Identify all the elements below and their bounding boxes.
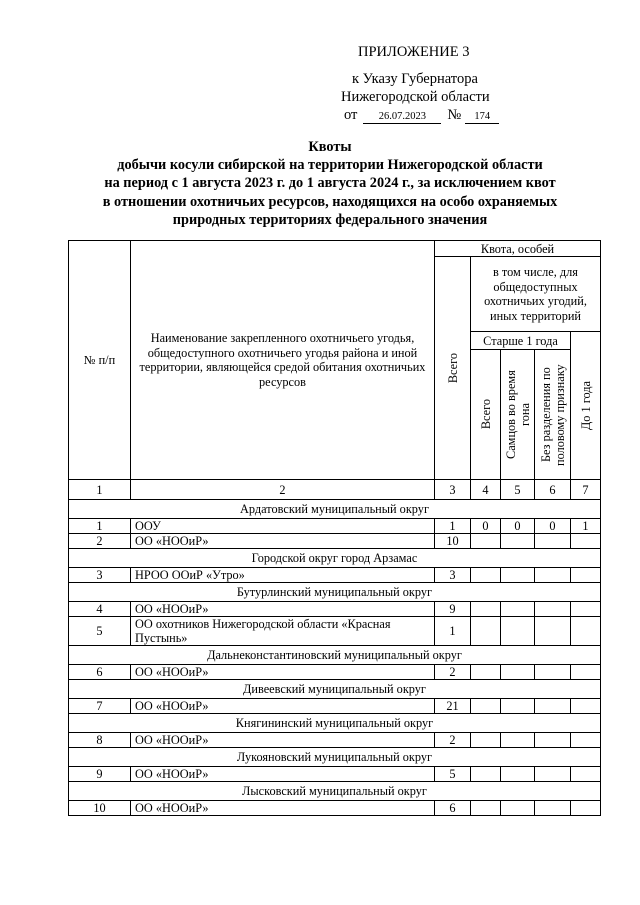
row-c6 (535, 665, 571, 680)
header-no-sex (535, 350, 571, 480)
row-c7 (571, 767, 601, 782)
header-num: № п/п (69, 241, 131, 480)
row-c4: 0 (471, 519, 501, 534)
decree-date-line (344, 107, 499, 124)
column-number-row (69, 480, 601, 500)
row-c4 (471, 733, 501, 748)
table-row (69, 617, 601, 646)
row-number: 8 (69, 733, 131, 748)
title-line: на период с 1 августа 2023 г. до 1 августа 2024 г., за исключением квот (104, 175, 556, 192)
header-under1 (571, 332, 601, 480)
table-row (69, 519, 601, 534)
header-public: в том числе, для общедоступных охотничьих угодий, иных территорий (471, 257, 601, 332)
number-sign: № (447, 107, 462, 123)
document-title (60, 138, 600, 229)
table-row (69, 699, 601, 714)
header-total (435, 257, 471, 480)
title-line: природных территориях федерального значения (172, 211, 488, 228)
row-total: 9 (435, 602, 471, 617)
group-row (69, 583, 601, 602)
table-row (69, 733, 601, 748)
header-total-text: Всего (445, 352, 460, 384)
row-total: 10 (435, 534, 471, 549)
row-total: 2 (435, 665, 471, 680)
row-c7 (571, 665, 601, 680)
row-c5 (501, 602, 535, 617)
row-c6 (535, 767, 571, 782)
group-name: Дальнеконстантиновский муниципальный округ (69, 646, 601, 665)
row-number: 7 (69, 699, 131, 714)
group-name: Дивеевский муниципальный округ (69, 680, 601, 699)
row-total: 3 (435, 568, 471, 583)
header-name: Наименование закрепленного охотничьего угодья, общедоступного охотничьего угодья района и иной территории, являющейся средой обитания охотничьих ресурсов (131, 241, 435, 480)
group-row (69, 782, 601, 801)
column-number: 1 (69, 480, 131, 500)
column-number: 3 (435, 480, 471, 500)
row-c5 (501, 733, 535, 748)
row-total: 1 (435, 617, 471, 646)
row-c6 (535, 733, 571, 748)
row-c5 (501, 767, 535, 782)
row-name: ОО «НООиР» (131, 801, 435, 816)
date-prefix: от (344, 107, 358, 123)
row-c5: 0 (501, 519, 535, 534)
row-c7 (571, 602, 601, 617)
column-number: 5 (501, 480, 535, 500)
row-c4 (471, 617, 501, 646)
row-number: 10 (69, 801, 131, 816)
table-row (69, 801, 601, 816)
row-c4 (471, 801, 501, 816)
header-older-total (471, 350, 501, 480)
column-number: 2 (131, 480, 435, 500)
column-number: 6 (535, 480, 571, 500)
header-older-total-text: Всего (478, 399, 493, 430)
row-total: 1 (435, 519, 471, 534)
row-c6 (535, 801, 571, 816)
group-name: Лукояновский муниципальный округ (69, 748, 601, 767)
row-name: ОО «НООиР» (131, 665, 435, 680)
row-c6: 0 (535, 519, 571, 534)
row-c4 (471, 602, 501, 617)
title-line: Квоты (308, 139, 352, 155)
decree-reference: к Указу Губернатора (352, 71, 478, 87)
title-line: добычи косули сибирской на территории Нижегородской области (117, 157, 543, 174)
row-name: ОО «НООиР» (131, 534, 435, 549)
row-c4 (471, 665, 501, 680)
row-c5 (501, 568, 535, 583)
row-c5 (501, 617, 535, 646)
row-c5 (501, 665, 535, 680)
row-name: ООУ (131, 519, 435, 534)
group-row (69, 500, 601, 519)
row-name: ОО «НООиР» (131, 767, 435, 782)
group-name: Бутурлинский муниципальный округ (69, 583, 601, 602)
row-c4 (471, 534, 501, 549)
decree-date: 26.07.2023 (363, 110, 441, 124)
row-name: НРОО ООиР «Утро» (131, 568, 435, 583)
row-c7 (571, 568, 601, 583)
row-c5 (501, 699, 535, 714)
row-total: 2 (435, 733, 471, 748)
row-number: 6 (69, 665, 131, 680)
group-row (69, 680, 601, 699)
row-c7 (571, 699, 601, 714)
row-c5 (501, 801, 535, 816)
group-name: Ардатовский муниципальный округ (69, 500, 601, 519)
group-name: Княгининский муниципальный округ (69, 714, 601, 733)
table-row (69, 534, 601, 549)
table-row (69, 767, 601, 782)
header-males (501, 350, 535, 480)
appendix-label: ПРИЛОЖЕНИЕ 3 (358, 44, 470, 60)
header-under1-text: До 1 года (578, 380, 593, 431)
row-name: ОО охотников Нижегородской области «Красная Пустынь» (131, 617, 435, 646)
header-males-text: Самцов во время гона (503, 370, 532, 459)
row-c6 (535, 699, 571, 714)
row-total: 5 (435, 767, 471, 782)
header-older: Старше 1 года (471, 332, 571, 350)
group-row (69, 748, 601, 767)
row-number: 3 (69, 568, 131, 583)
group-row (69, 714, 601, 733)
row-c7 (571, 617, 601, 646)
group-row (69, 549, 601, 568)
row-c7 (571, 733, 601, 748)
row-c4 (471, 699, 501, 714)
row-c7 (571, 534, 601, 549)
row-c7: 1 (571, 519, 601, 534)
row-c7 (571, 801, 601, 816)
row-c4 (471, 767, 501, 782)
row-number: 9 (69, 767, 131, 782)
row-number: 5 (69, 617, 131, 646)
table-row (69, 602, 601, 617)
group-name: Городской округ город Арзамас (69, 549, 601, 568)
header-no-sex-text: Без разделения по половому признаку (538, 363, 567, 466)
quota-table (68, 240, 601, 816)
column-number: 4 (471, 480, 501, 500)
row-number: 1 (69, 519, 131, 534)
row-c6 (535, 534, 571, 549)
row-total: 21 (435, 699, 471, 714)
row-c6 (535, 568, 571, 583)
row-total: 6 (435, 801, 471, 816)
column-number: 7 (571, 480, 601, 500)
group-name: Лысковский муниципальный округ (69, 782, 601, 801)
title-line: в отношении охотничьих ресурсов, находящихся на особо охраняемых (102, 193, 558, 210)
row-number: 4 (69, 602, 131, 617)
row-name: ОО «НООиР» (131, 602, 435, 617)
decree-number: 174 (465, 110, 499, 124)
row-c5 (501, 534, 535, 549)
row-number: 2 (69, 534, 131, 549)
row-name: ОО «НООиР» (131, 733, 435, 748)
row-c6 (535, 602, 571, 617)
header-quota: Квота, особей (435, 241, 601, 257)
table-row (69, 665, 601, 680)
row-name: ОО «НООиР» (131, 699, 435, 714)
group-row (69, 646, 601, 665)
region-reference: Нижегородской области (341, 89, 490, 105)
table-row (69, 568, 601, 583)
row-c4 (471, 568, 501, 583)
row-c6 (535, 617, 571, 646)
